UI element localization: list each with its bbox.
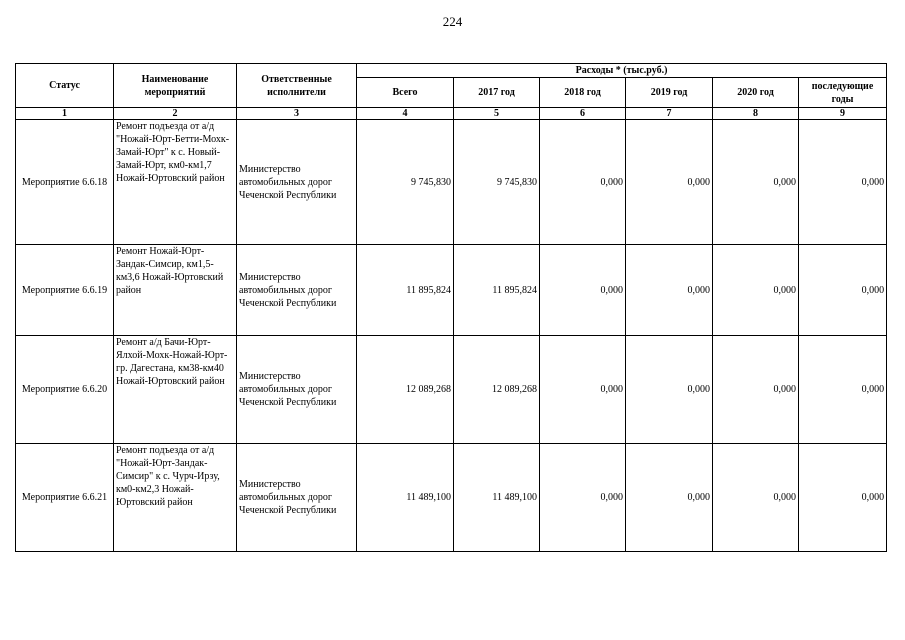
year-2017-cell: 9 745,830 xyxy=(454,120,540,245)
column-number: 9 xyxy=(799,108,887,120)
status-cell: Мероприятие 6.6.20 xyxy=(16,336,114,444)
column-number: 1 xyxy=(16,108,114,120)
measure-name-cell: Ремонт подъезда от а/д "Ножай-Юрт-Зандак-Симсир" к с. Чурч-Ирзу, км0-км2,3 Ножай-Юртовский район xyxy=(114,444,237,552)
executor-cell: Министерство автомобильных дорог Чеченской Республики xyxy=(237,444,357,552)
column-number: 2 xyxy=(114,108,237,120)
header-expenses-group: Расходы * (тыс.руб.) xyxy=(357,64,887,78)
expenses-table xyxy=(15,63,887,552)
year-2017-cell: 11 895,824 xyxy=(454,245,540,336)
year-2020-cell: 0,000 xyxy=(713,336,799,444)
header-subsequent: последующие годы xyxy=(799,78,887,108)
header-status: Статус xyxy=(16,64,114,108)
table-row xyxy=(16,120,887,245)
column-number: 6 xyxy=(540,108,626,120)
status-cell: Мероприятие 6.6.18 xyxy=(16,120,114,245)
total-cell: 9 745,830 xyxy=(357,120,454,245)
subsequent-years-cell: 0,000 xyxy=(799,336,887,444)
year-2018-cell: 0,000 xyxy=(540,245,626,336)
year-2018-cell: 0,000 xyxy=(540,120,626,245)
column-number: 4 xyxy=(357,108,454,120)
page-number: 224 xyxy=(442,14,463,29)
measure-name-cell: Ремонт Ножай-Юрт-Зандак-Симсир, км1,5-км3,6 Ножай-Юртовский район xyxy=(114,245,237,336)
table-row xyxy=(16,444,887,552)
year-2019-cell: 0,000 xyxy=(626,444,713,552)
subsequent-years-cell: 0,000 xyxy=(799,120,887,245)
year-2018-cell: 0,000 xyxy=(540,336,626,444)
year-2020-cell: 0,000 xyxy=(713,245,799,336)
year-2019-cell: 0,000 xyxy=(626,245,713,336)
table-row xyxy=(16,245,887,336)
header-2018: 2018 год xyxy=(540,78,626,108)
header-2017: 2017 год xyxy=(454,78,540,108)
column-number: 3 xyxy=(237,108,357,120)
executor-cell: Министерство автомобильных дорог Чеченской Республики xyxy=(237,336,357,444)
status-cell: Мероприятие 6.6.21 xyxy=(16,444,114,552)
total-cell: 12 089,268 xyxy=(357,336,454,444)
year-2017-cell: 11 489,100 xyxy=(454,444,540,552)
executor-cell: Министерство автомобильных дорог Чеченской Республики xyxy=(237,245,357,336)
header-name: Наименование мероприятий xyxy=(114,64,237,108)
header-total: Всего xyxy=(357,78,454,108)
executor-cell: Министерство автомобильных дорог Чеченской Республики xyxy=(237,120,357,245)
header-executors: Ответственные исполнители xyxy=(237,64,357,108)
column-number: 8 xyxy=(713,108,799,120)
table-row xyxy=(16,336,887,444)
year-2020-cell: 0,000 xyxy=(713,120,799,245)
year-2020-cell: 0,000 xyxy=(713,444,799,552)
measure-name-cell: Ремонт а/д Бачи-Юрт-Ялхой-Мохк-Ножай-Юрт-гр. Дагестана, км38-км40 Ножай-Юртовский район xyxy=(114,336,237,444)
column-number: 7 xyxy=(626,108,713,120)
header-2020: 2020 год xyxy=(713,78,799,108)
year-2019-cell: 0,000 xyxy=(626,336,713,444)
total-cell: 11 489,100 xyxy=(357,444,454,552)
subsequent-years-cell: 0,000 xyxy=(799,245,887,336)
year-2018-cell: 0,000 xyxy=(540,444,626,552)
year-2019-cell: 0,000 xyxy=(626,120,713,245)
header-2019: 2019 год xyxy=(626,78,713,108)
measure-name-cell: Ремонт подъезда от а/д "Ножай-Юрт-Бетти-Мохк-Замай-Юрт" к с. Новый-Замай-Юрт, км0-км1,7 Ножай-Юртовский район xyxy=(114,120,237,245)
column-number: 5 xyxy=(454,108,540,120)
status-cell: Мероприятие 6.6.19 xyxy=(16,245,114,336)
column-number-row xyxy=(16,108,887,120)
total-cell: 11 895,824 xyxy=(357,245,454,336)
year-2017-cell: 12 089,268 xyxy=(454,336,540,444)
subsequent-years-cell: 0,000 xyxy=(799,444,887,552)
